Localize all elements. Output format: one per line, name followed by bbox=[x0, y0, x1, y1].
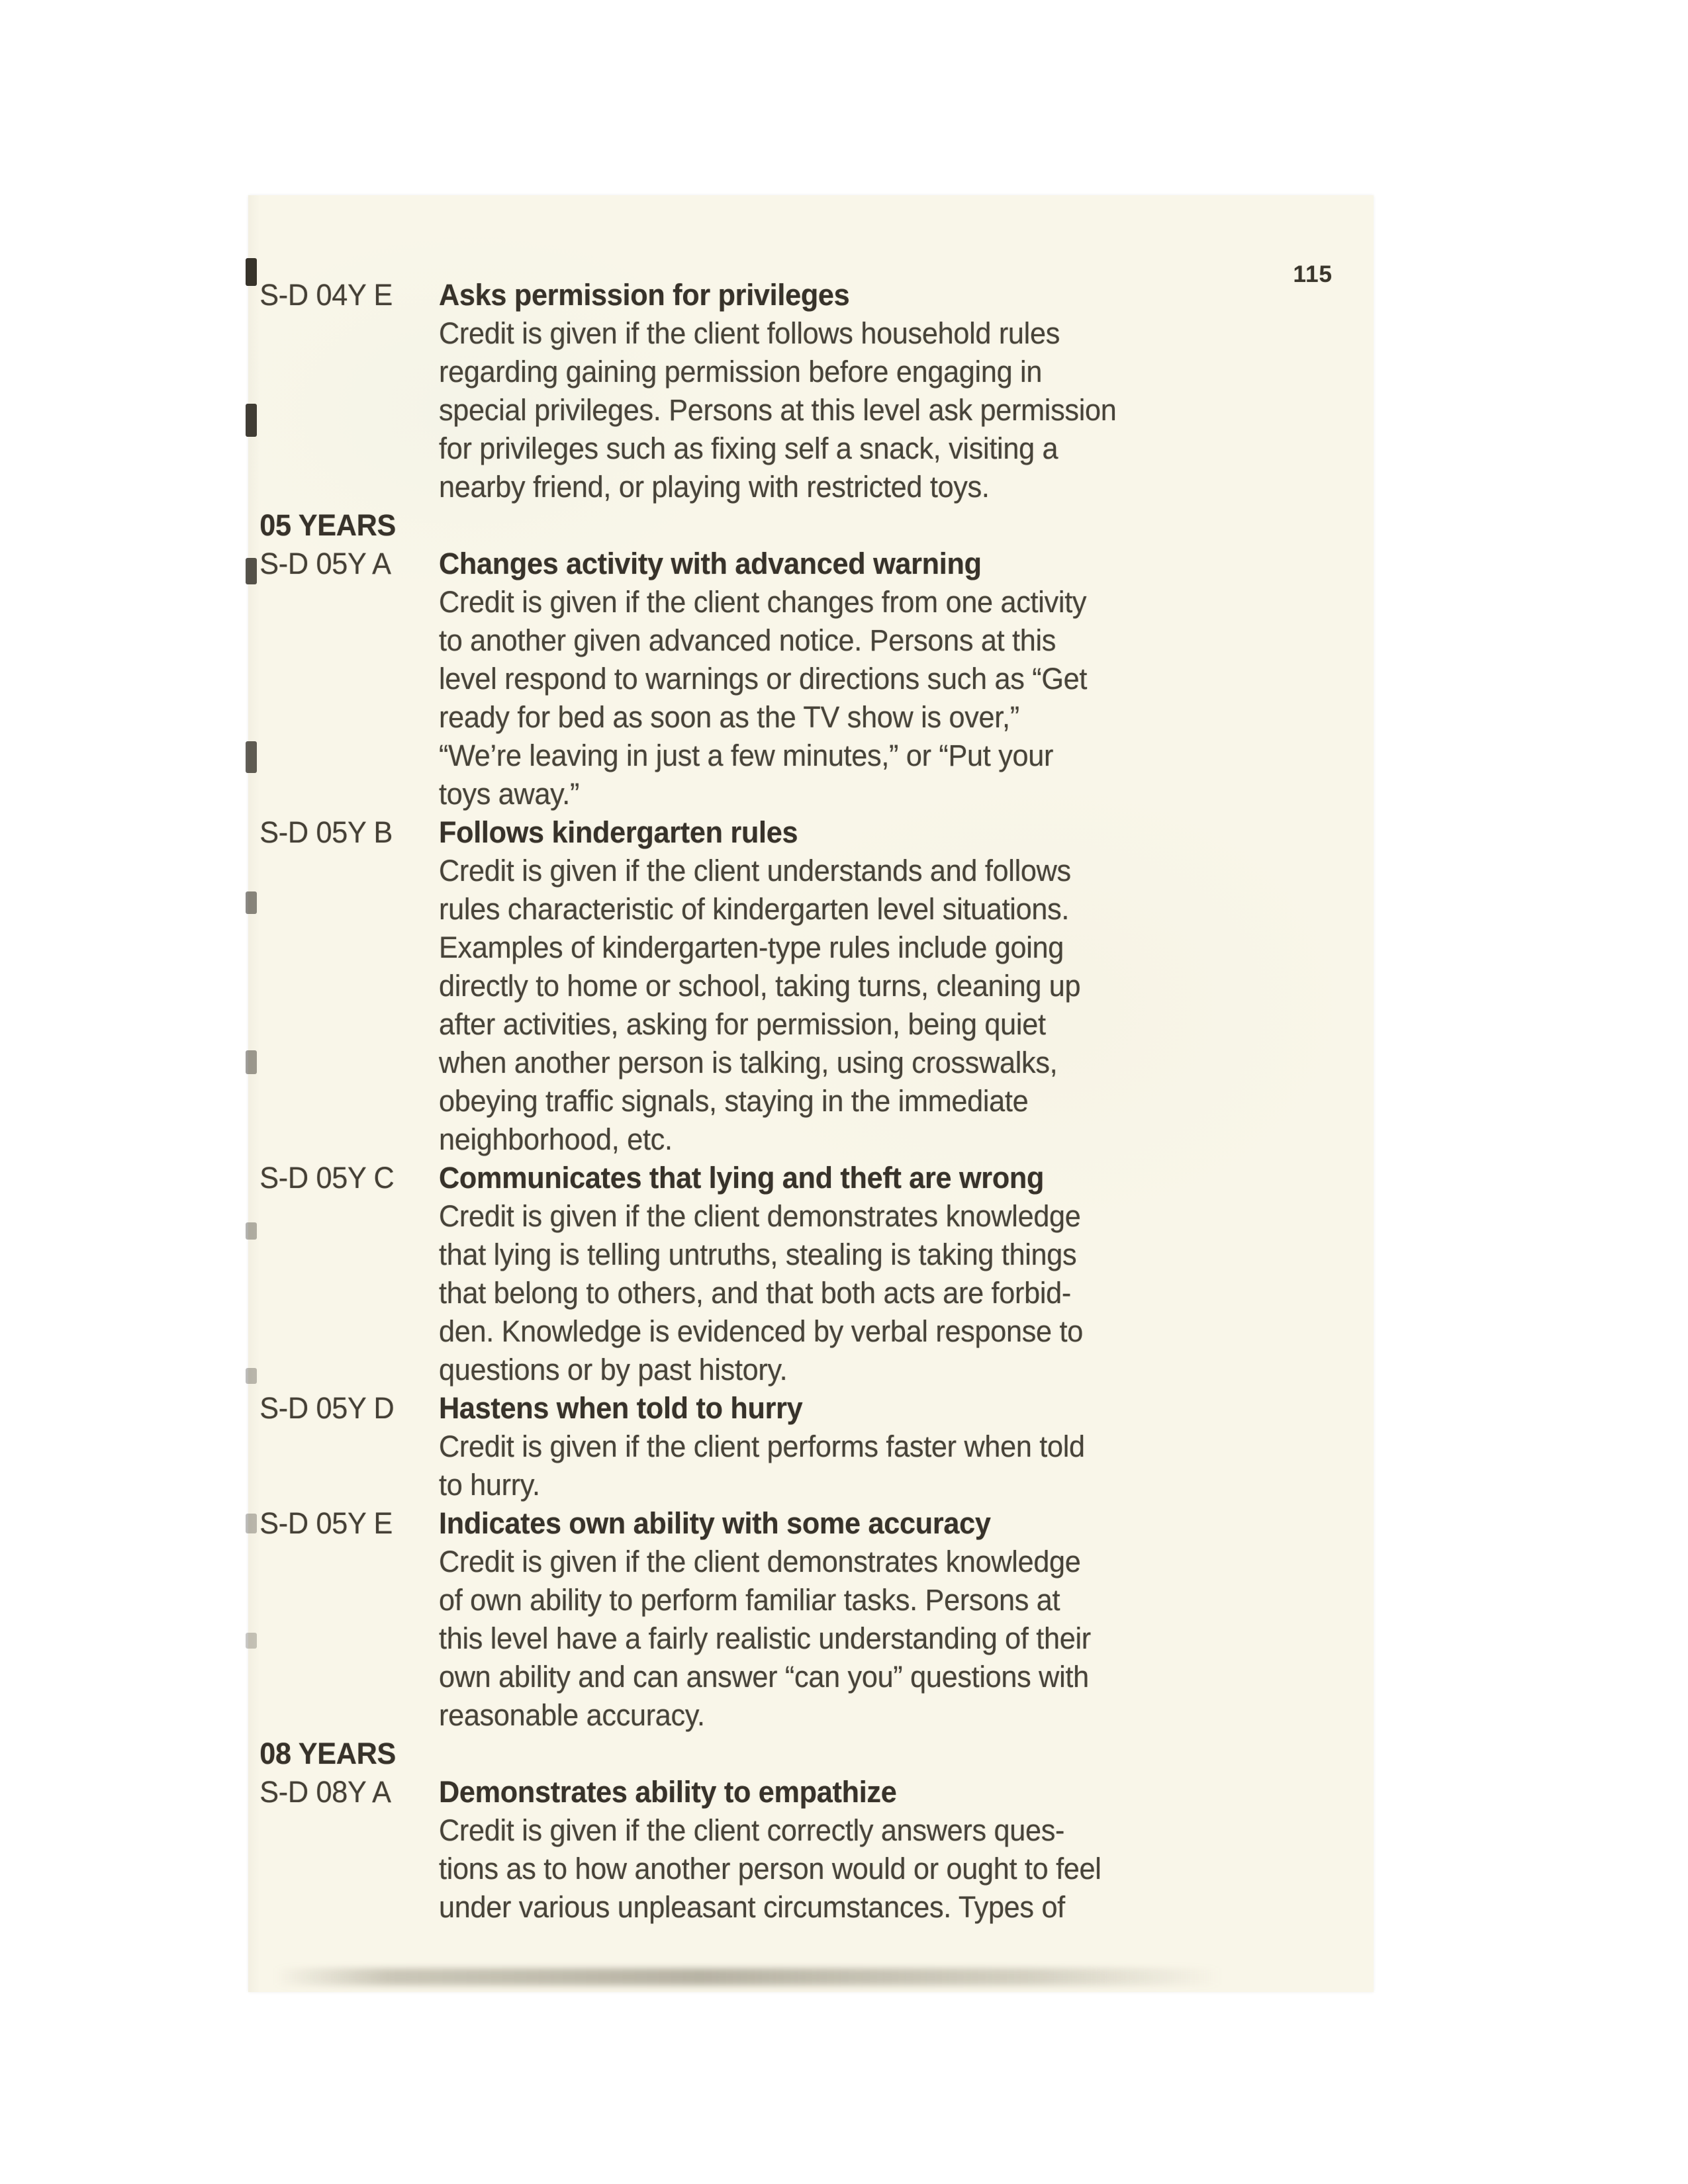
body-line: tions as to how another person would or ought to feel bbox=[439, 1852, 1102, 1886]
page-number: 115 bbox=[1293, 261, 1333, 287]
body-line: Credit is given if the client demonstrates knowledge bbox=[439, 1545, 1081, 1578]
body-line: nearby friend, or playing with restricted toys. bbox=[439, 470, 990, 504]
item-code: S-D 04Y E bbox=[259, 278, 393, 312]
body-line: Credit is given if the client demonstrates knowledge bbox=[439, 1199, 1081, 1233]
body-line: rules characteristic of kindergarten level situations. bbox=[439, 892, 1070, 926]
body-line: to another given advanced notice. Persons at this bbox=[439, 623, 1056, 657]
item-title: Indicates own ability with some accuracy bbox=[439, 1506, 991, 1540]
item-block-05Y-C bbox=[259, 1159, 1211, 1389]
item-title: Changes activity with advanced warning bbox=[439, 547, 982, 580]
body-line: questions or by past history. bbox=[439, 1353, 788, 1387]
binding-mark bbox=[246, 558, 257, 584]
binding-mark bbox=[246, 1222, 257, 1240]
body-line: when another person is talking, using crosswalks, bbox=[439, 1046, 1058, 1079]
binding-mark bbox=[246, 1368, 257, 1384]
item-block-05Y-A bbox=[259, 545, 1211, 813]
item-code: S-D 05Y B bbox=[259, 815, 393, 849]
body-line: special privileges. Persons at this level ask permission bbox=[439, 393, 1117, 427]
binding-mark bbox=[246, 404, 257, 437]
item-block-05Y-E bbox=[259, 1504, 1211, 1735]
body-line: that belong to others, and that both acts are forbid- bbox=[439, 1276, 1071, 1310]
binding-mark bbox=[246, 1633, 257, 1649]
body-line: of own ability to perform familiar tasks. Persons at bbox=[439, 1583, 1060, 1617]
body-line: Credit is given if the client follows household rules bbox=[439, 316, 1060, 350]
scan-shadow bbox=[275, 1968, 1221, 1985]
item-block-08Y-A bbox=[259, 1773, 1211, 1927]
body-line: regarding gaining permission before engaging in bbox=[439, 355, 1043, 388]
body-line: this level have a fairly realistic understanding of their bbox=[439, 1621, 1091, 1655]
item-title: Communicates that lying and theft are wrong bbox=[439, 1161, 1045, 1195]
body-line: Credit is given if the client understands and follows bbox=[439, 854, 1071, 887]
body-line: level respond to warnings or directions such as “Get bbox=[439, 662, 1088, 696]
item-title: Hastens when told to hurry bbox=[439, 1391, 803, 1425]
item-code: S-D 08Y A bbox=[259, 1775, 391, 1809]
item-block-05Y-B bbox=[259, 813, 1211, 1159]
body-line: own ability and can answer “can you” questions with bbox=[439, 1660, 1089, 1694]
body-line: Credit is given if the client correctly answers ques- bbox=[439, 1813, 1065, 1847]
body-line: Credit is given if the client changes from one activity bbox=[439, 585, 1087, 619]
body-line: “We’re leaving in just a few minutes,” or “Put your bbox=[439, 739, 1054, 772]
body-line: Credit is given if the client performs faster when told bbox=[439, 1430, 1085, 1463]
item-block-05Y-D bbox=[259, 1389, 1211, 1504]
item-code: S-D 05Y A bbox=[259, 547, 391, 580]
body-line: to hurry. bbox=[439, 1468, 540, 1502]
binding-mark bbox=[246, 741, 257, 773]
body-line: Examples of kindergarten-type rules include going bbox=[439, 931, 1064, 964]
document-page bbox=[248, 195, 1374, 1992]
page-content bbox=[259, 276, 1211, 1927]
item-code: S-D 05Y C bbox=[259, 1161, 395, 1195]
item-title: Demonstrates ability to empathize bbox=[439, 1775, 897, 1809]
body-line: for privileges such as fixing self a snack, visiting a bbox=[439, 432, 1058, 465]
body-line: neighborhood, etc. bbox=[439, 1122, 673, 1156]
binding-mark bbox=[246, 891, 257, 914]
binding-mark bbox=[246, 1050, 257, 1074]
body-line: after activities, asking for permission, being quiet bbox=[439, 1007, 1046, 1041]
year-header-05: 05 YEARS bbox=[259, 508, 397, 542]
body-line: under various unpleasant circumstances. Types of bbox=[439, 1890, 1065, 1924]
item-code: S-D 05Y E bbox=[259, 1506, 393, 1540]
item-title: Follows kindergarten rules bbox=[439, 815, 798, 849]
item-title: Asks permission for privileges bbox=[439, 278, 850, 312]
body-line: den. Knowledge is evidenced by verbal response to bbox=[439, 1314, 1083, 1348]
binding-mark bbox=[246, 258, 257, 286]
body-line: ready for bed as soon as the TV show is over,” bbox=[439, 700, 1019, 734]
body-line: directly to home or school, taking turns, cleaning up bbox=[439, 969, 1081, 1003]
item-block-04Y-E bbox=[259, 276, 1211, 506]
binding-mark bbox=[246, 1514, 257, 1533]
body-line: toys away.” bbox=[439, 777, 580, 811]
item-code: S-D 05Y D bbox=[259, 1391, 395, 1425]
body-line: that lying is telling untruths, stealing is taking things bbox=[439, 1238, 1077, 1271]
year-header-08: 08 YEARS bbox=[259, 1737, 397, 1770]
body-line: reasonable accuracy. bbox=[439, 1698, 705, 1732]
body-line: obeying traffic signals, staying in the immediate bbox=[439, 1084, 1029, 1118]
